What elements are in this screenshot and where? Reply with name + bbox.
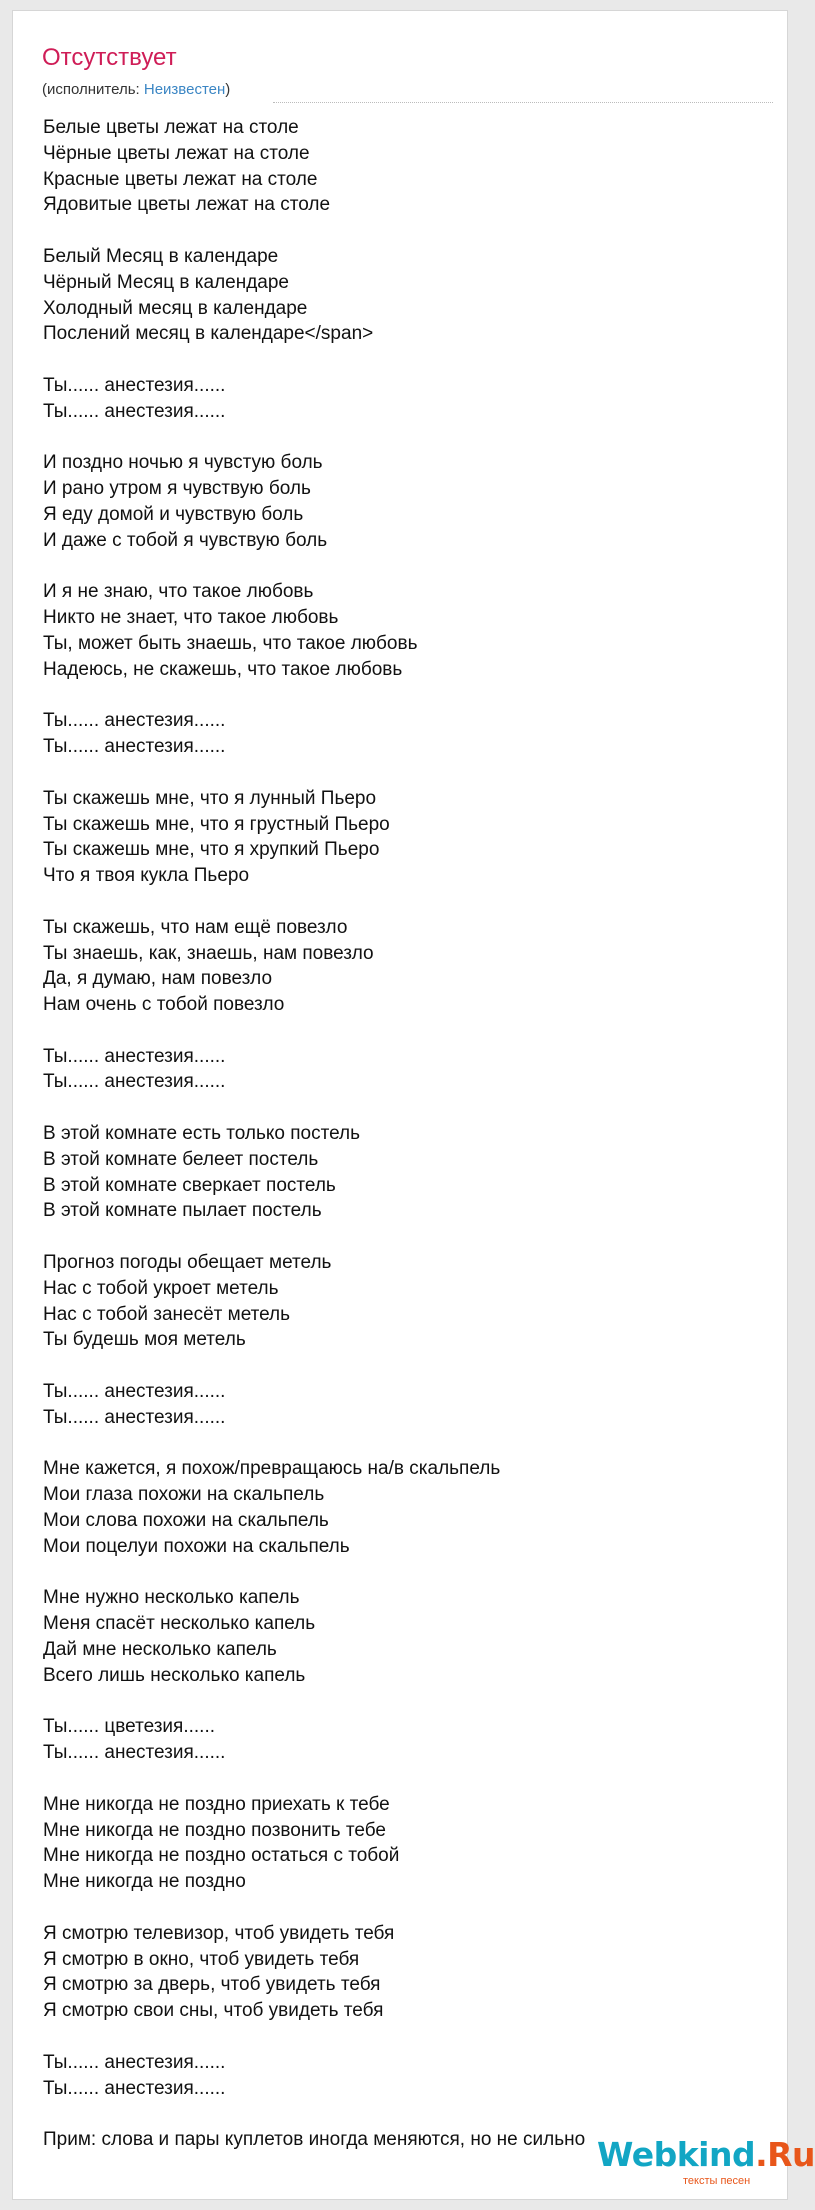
lyrics-line: Ты скажешь мне, что я грустный Пьеро	[43, 813, 390, 835]
lyrics-line: Ты скажешь мне, что я хрупкий Пьеро	[43, 839, 380, 861]
lyrics-stanza	[43, 1250, 783, 1353]
lyrics-line: В этой комнате пылает постель	[43, 1200, 322, 1222]
lyrics-line: Ты...... анестезия......	[43, 2077, 226, 2099]
lyrics-stanza	[43, 1456, 783, 1559]
lyrics-line: Ты...... анестезия......	[43, 1742, 226, 1764]
lyrics-line: Я смотрю за дверь, чтоб увидеть тебя	[43, 1974, 381, 1996]
lyrics-line: Ты...... анестезия......	[43, 1045, 226, 1067]
lyrics-line: Белый Месяц в календаре	[43, 245, 279, 267]
lyrics-text	[43, 115, 783, 2153]
lyrics-stanza	[43, 244, 783, 347]
artist-line	[42, 81, 230, 99]
lyrics-stanza	[43, 450, 783, 553]
lyrics-line: Чёрные цветы лежат на столе	[43, 142, 310, 164]
lyrics-line: Я смотрю телевизор, чтоб увидеть тебя	[43, 1922, 395, 1944]
lyrics-line: Меня спасёт несколько капель	[43, 1613, 316, 1635]
song-title: Отсутствует	[42, 44, 177, 71]
lyrics-line: И даже с тобой я чувствую боль	[43, 529, 328, 551]
lyrics-line: Ты...... анестезия......	[43, 400, 226, 422]
lyrics-line: Нас с тобой занесёт метель	[43, 1303, 291, 1325]
lyrics-line: Всего лишь несколько капель	[43, 1664, 306, 1686]
lyrics-line: В этой комнате сверкает постель	[43, 1174, 336, 1196]
lyrics-line: Чёрный Месяц в календаре	[43, 271, 289, 293]
lyrics-stanza	[43, 915, 783, 1018]
lyrics-line: Никто не знает, что такое любовь	[43, 607, 339, 629]
lyrics-line: Ты знаешь, как, знаешь, нам повезло	[43, 942, 374, 964]
title-divider	[273, 102, 773, 103]
lyrics-line: Ты будешь моя метель	[43, 1329, 246, 1351]
lyrics-line: Мне никогда не поздно	[43, 1871, 246, 1893]
lyrics-line: Белые цветы лежат на столе	[43, 117, 299, 138]
lyrics-line: Ты...... анестезия......	[43, 736, 226, 758]
lyrics-line: Мои поцелуи похожи на скальпель	[43, 1535, 350, 1557]
webkind-logo[interactable]	[597, 2135, 815, 2205]
lyrics-line: Прогноз погоды обещает метель	[43, 1252, 332, 1274]
lyrics-line: Ты, может быть знаешь, что такое любовь	[43, 632, 418, 654]
lyrics-stanza	[43, 786, 783, 889]
lyrics-line: Нас с тобой укроет метель	[43, 1277, 279, 1299]
lyrics-line: Красные цветы лежат на столе	[43, 168, 318, 190]
lyrics-line: Прим: слова и пары куплетов иногда меняются, но не сильно	[43, 2129, 586, 2151]
lyrics-stanza	[43, 2050, 783, 2102]
artist-prefix: (исполнитель:	[42, 81, 144, 98]
lyrics-stanza	[43, 1121, 783, 1224]
lyrics-line: Я смотрю в окно, чтоб увидеть тебя	[43, 1948, 360, 1970]
lyrics-line: Ты...... анестезия......	[43, 1071, 226, 1093]
lyrics-stanza	[43, 373, 783, 425]
lyrics-line: Послений месяц в календаре</span>	[43, 323, 374, 345]
lyrics-line: Мне нужно несколько капель	[43, 1587, 300, 1609]
lyrics-stanza	[43, 1044, 783, 1096]
lyrics-line: И поздно ночью я чувстую боль	[43, 452, 323, 474]
lyrics-line: И рано утром я чувствую боль	[43, 478, 311, 500]
artist-suffix: )	[225, 81, 231, 98]
lyrics-line: Что я твоя кукла Пьеро	[43, 865, 250, 887]
lyrics-line: Ты...... цветезия......	[43, 1716, 216, 1738]
lyrics-line: Мне кажется, я похож/превращаюсь на/в скальпель	[43, 1458, 501, 1480]
lyrics-line: Ты скажешь, что нам ещё повезло	[43, 916, 348, 938]
lyrics-line: Ты...... анестезия......	[43, 1381, 226, 1403]
lyrics-line: Надеюсь, не скажешь, что такое любовь	[43, 658, 403, 680]
lyrics-line: Холодный месяц в календаре	[43, 297, 308, 319]
lyrics-stanza	[43, 115, 783, 218]
lyrics-line: Ты скажешь мне, что я лунный Пьеро	[43, 787, 377, 809]
lyrics-line: Мне никогда не поздно остаться с тобой	[43, 1845, 400, 1867]
logo-tagline: тексты песен	[683, 2175, 751, 2187]
lyrics-line: Мои слова похожи на скальпель	[43, 1510, 329, 1532]
lyrics-line: И я не знаю, что такое любовь	[43, 581, 314, 603]
lyrics-stanza	[43, 708, 783, 760]
lyrics-line: Мне никогда не поздно приехать к тебе	[43, 1793, 390, 1815]
lyrics-line: В этой комнате есть только постель	[43, 1123, 361, 1145]
lyrics-stanza	[43, 1379, 783, 1431]
lyrics-line: Дай мне несколько капель	[43, 1639, 277, 1661]
lyrics-line: Ты...... анестезия......	[43, 710, 226, 732]
lyrics-stanza	[43, 1585, 783, 1688]
lyrics-line: Да, я думаю, нам повезло	[43, 968, 273, 990]
lyrics-line: Ты...... анестезия......	[43, 2051, 226, 2073]
lyrics-line: Ядовитые цветы лежат на столе	[43, 194, 331, 216]
lyrics-line: Нам очень с тобой повезло	[43, 994, 285, 1016]
lyrics-line: Мне никогда не поздно позвонить тебе	[43, 1819, 386, 1841]
logo-wordmark	[597, 2135, 815, 2175]
lyrics-stanza	[43, 1792, 783, 1895]
lyrics-stanza	[43, 1714, 783, 1766]
lyrics-line: В этой комнате белеет постель	[43, 1148, 319, 1170]
lyrics-stanza	[43, 579, 783, 682]
lyrics-line: Ты...... анестезия......	[43, 1406, 226, 1428]
artist-link[interactable]: Неизвестен	[143, 81, 226, 98]
lyrics-page	[12, 10, 815, 2200]
lyrics-stanza	[43, 1921, 783, 2024]
logo-main-text: Webkind	[597, 2135, 756, 2174]
lyrics-line: Мои глаза похожи на скальпель	[43, 1484, 325, 1506]
lyrics-line: Я еду домой и чувствую боль	[43, 503, 304, 525]
logo-tld: .Ru	[755, 2135, 815, 2174]
lyrics-line: Я смотрю свои сны, чтоб увидеть тебя	[43, 2000, 384, 2022]
lyrics-line: Ты...... анестезия......	[43, 374, 226, 396]
